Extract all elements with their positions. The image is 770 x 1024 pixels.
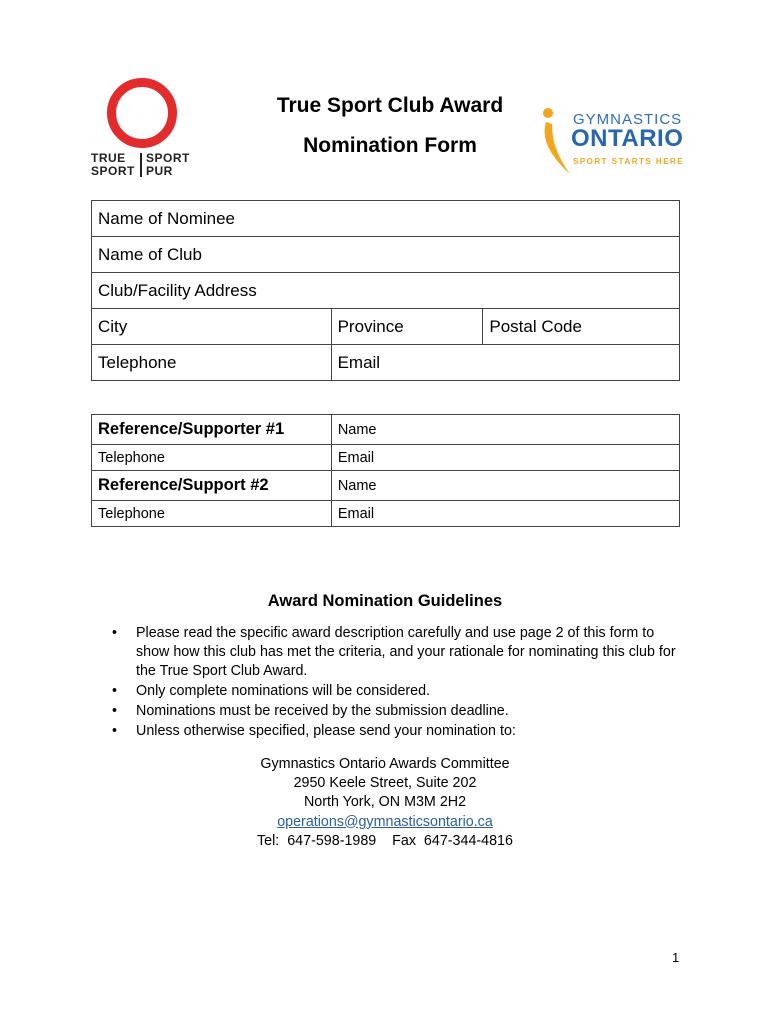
list-item xyxy=(110,722,680,741)
form-title-line2: Nomination Form xyxy=(303,134,477,157)
bullet-icon: • xyxy=(112,723,118,739)
list-item xyxy=(110,682,680,701)
bullet-icon: • xyxy=(112,703,118,719)
guideline-text: Only complete nominations will be considered. xyxy=(136,683,431,699)
logo-text-pur: PUR xyxy=(146,164,173,178)
nominee-name-field[interactable]: Name of Nominee xyxy=(92,201,680,237)
list-item xyxy=(110,702,680,721)
table-row xyxy=(92,201,680,237)
logo-text-sport-fr: SPORT xyxy=(146,151,190,165)
reference1-label: Reference/Supporter #1 xyxy=(92,415,332,445)
reference-table xyxy=(91,414,680,527)
contact-phone: Tel: 647-598-1989 Fax 647-344-4816 xyxy=(257,832,513,849)
table-row xyxy=(92,309,680,345)
reference1-name-field[interactable]: Name xyxy=(331,415,679,445)
guideline-text: Nominations must be received by the submission deadline. xyxy=(136,703,509,719)
table-row xyxy=(92,471,680,501)
bullet-icon: • xyxy=(112,625,118,641)
table-row xyxy=(92,273,680,309)
logo-text-true: TRUE xyxy=(91,151,126,165)
city-field[interactable]: City xyxy=(92,309,332,345)
contact-city: North York, ON M3M 2H2 xyxy=(303,794,467,811)
reference2-email-field[interactable]: Email xyxy=(331,501,679,527)
form-title-line1: True Sport Club Award xyxy=(276,94,504,117)
reference1-telephone-field[interactable]: Telephone xyxy=(92,445,332,471)
reference2-label: Reference/Support #2 xyxy=(92,471,332,501)
table-row xyxy=(92,415,680,445)
gymnastics-ontario-logo xyxy=(540,104,690,176)
logo-tagline: SPORT STARTS HERE xyxy=(573,157,685,166)
province-field[interactable]: Province xyxy=(331,309,483,345)
list-item xyxy=(110,624,680,681)
table-row xyxy=(92,345,680,381)
contact-email-link[interactable]: operations@gymnasticsontario.ca xyxy=(277,813,493,830)
bullet-icon: • xyxy=(112,683,118,699)
logo-text-ontario: ONTARIO xyxy=(571,125,684,152)
nominee-info-table xyxy=(91,200,680,381)
guidelines-list xyxy=(110,624,680,742)
club-address-field[interactable]: Club/Facility Address xyxy=(92,273,680,309)
email-field[interactable]: Email xyxy=(331,345,679,381)
reference1-email-field[interactable]: Email xyxy=(331,445,679,471)
telephone-field[interactable]: Telephone xyxy=(92,345,332,381)
guidelines-title: Award Nomination Guidelines xyxy=(267,592,503,610)
table-row xyxy=(92,445,680,471)
table-row xyxy=(92,501,680,527)
reference2-name-field[interactable]: Name xyxy=(331,471,679,501)
postal-code-field[interactable]: Postal Code xyxy=(483,309,680,345)
contact-org: Gymnastics Ontario Awards Committee xyxy=(260,756,510,772)
contact-street: 2950 Keele Street, Suite 202 xyxy=(293,775,477,792)
reference2-telephone-field[interactable]: Telephone xyxy=(92,501,332,527)
guideline-text: Unless otherwise specified, please send your nomination to: xyxy=(136,723,516,739)
contact-address xyxy=(0,755,770,851)
logo-text-sport: SPORT xyxy=(91,164,135,178)
guideline-text: Please read the specific award description carefully and use page 2 of this form to show how this club has met the criteria, and your rationale for nominating this club for the True Sport Club Award. xyxy=(136,625,676,679)
logo-text-gymnastics: GYMNASTICS xyxy=(573,111,683,128)
club-name-field[interactable]: Name of Club xyxy=(92,237,680,273)
page-number: 1 xyxy=(672,950,680,965)
table-row xyxy=(92,237,680,273)
